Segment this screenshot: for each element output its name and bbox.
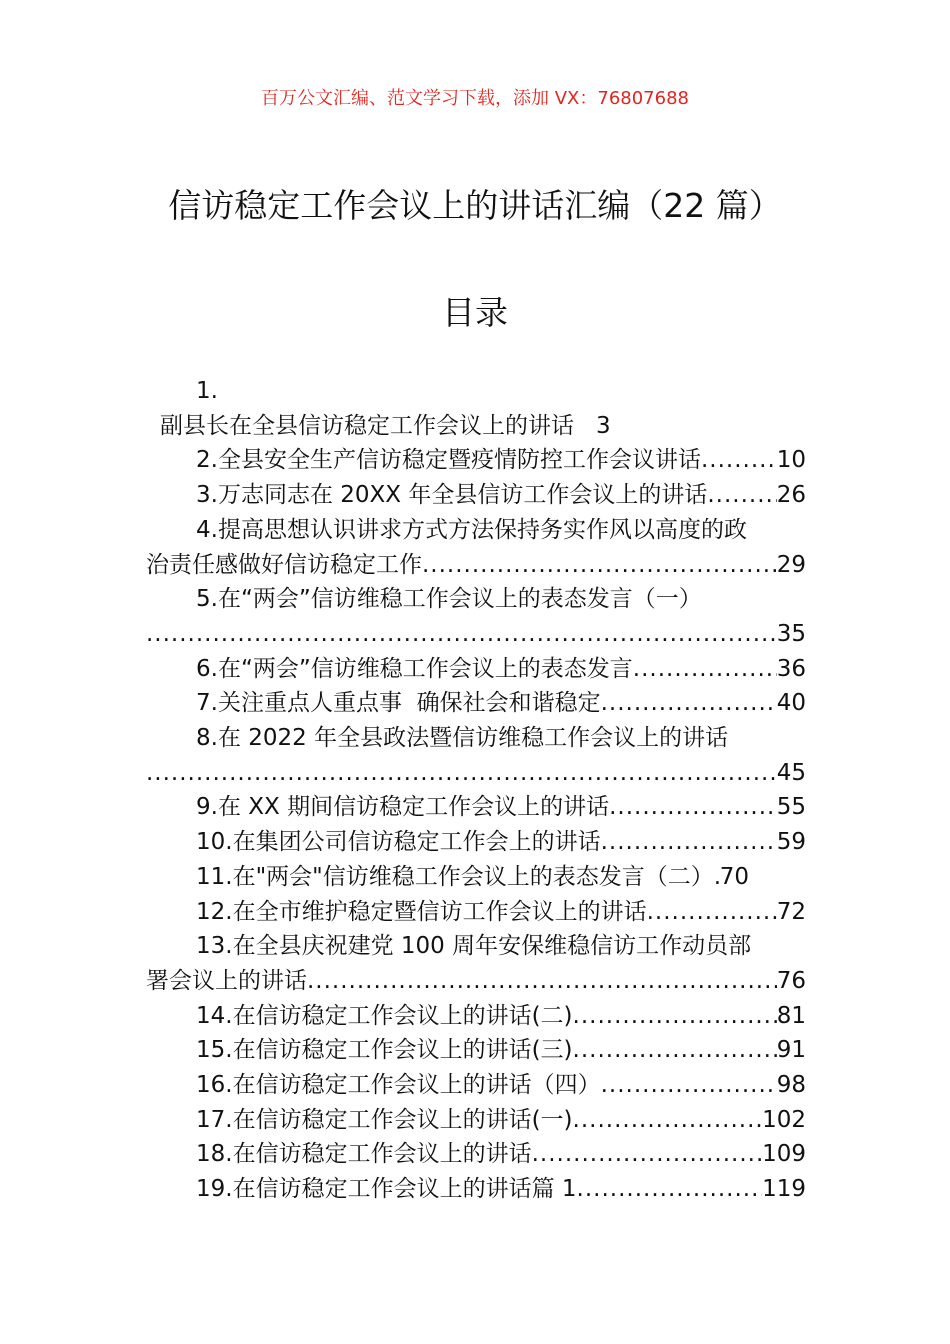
toc-entry-title: 16.在信访稳定工作会议上的讲话（四） (196, 1072, 601, 1099)
toc-entry-5[interactable] (146, 582, 806, 651)
toc-entry-8[interactable] (146, 721, 806, 790)
toc-entry-title: 8.在 2022 年全县政法暨信访维稳工作会议上的讲话 (196, 725, 729, 752)
toc-entry-title: 9.在 XX 期间信访稳定工作会议上的讲话 (196, 794, 610, 821)
toc-leader (601, 686, 777, 721)
toc-page-number: 98 (776, 1072, 806, 1099)
toc-entry-title: 6.在“两会”信访维稳工作会议上的表态发言 (196, 655, 633, 682)
toc-leader (601, 825, 777, 860)
toc-entry-title: 18.在信访稳定工作会议上的讲话 (196, 1141, 532, 1168)
toc-entry-17[interactable] (146, 1103, 806, 1138)
toc-page-number: 29 (776, 551, 806, 578)
toc-entry-9[interactable] (146, 790, 806, 825)
toc-entry-title: 14.在信访稳定工作会议上的讲话(二) (196, 1002, 573, 1029)
toc-leader (633, 652, 777, 687)
toc-page-number: 26 (776, 482, 806, 509)
toc-leader (647, 895, 777, 930)
toc-entry-title: 7.关注重点人重点事 确保社会和谐稳定 (196, 690, 601, 717)
toc-entry-4[interactable] (146, 513, 806, 582)
toc-page-number: 55 (776, 794, 806, 821)
toc-leader (707, 478, 776, 513)
toc-entry-title: 副县长在全县信访稳定工作会议上的讲话 (160, 412, 574, 439)
toc-entry-10[interactable] (146, 825, 806, 860)
toc-leader (573, 999, 777, 1034)
toc-page-number: 72 (776, 898, 806, 925)
toc-entry-15[interactable] (146, 1033, 806, 1068)
toc-entry-title: 10.在集团公司信访稳定工作会上的讲话 (196, 829, 601, 856)
toc-page-number: 109 (762, 1141, 806, 1168)
toc-leader (422, 548, 777, 583)
toc-entry-19[interactable] (146, 1172, 806, 1207)
toc-leader (701, 443, 777, 478)
toc-entry-7[interactable] (146, 686, 806, 721)
toc-entry-2[interactable] (146, 443, 806, 478)
toc-entry-6[interactable] (146, 652, 806, 687)
document-title: 信访稳定工作会议上的讲话汇编（22 篇） (168, 186, 782, 225)
toc-entry-title: 15.在信访稳定工作会议上的讲话(三) (196, 1037, 573, 1064)
toc-entry-title: 5.在“两会”信访维稳工作会议上的表态发言（一） (196, 586, 702, 613)
toc-leader (532, 1137, 763, 1172)
toc-page-number: 76 (776, 967, 806, 994)
toc-page-number: 59 (776, 829, 806, 856)
toc-entry-3[interactable] (146, 478, 806, 513)
toc-page-number: 70 (719, 863, 750, 890)
toc-entry-title: 12.在全市维护稳定暨信访工作会议上的讲话 (196, 898, 647, 925)
toc-leader (609, 790, 777, 825)
toc-entry-11[interactable] (146, 860, 806, 895)
toc-entry-13[interactable] (146, 929, 806, 998)
toc-leader (601, 1068, 777, 1103)
toc-leader (146, 617, 777, 652)
toc-leader (146, 756, 777, 791)
toc-entry-14[interactable] (146, 999, 806, 1034)
toc-entry-title-cont: 治责任感做好信访稳定工作 (146, 551, 422, 578)
toc-page-number: 40 (776, 690, 806, 717)
toc-leader (577, 1172, 763, 1207)
toc-page-number: 91 (776, 1037, 806, 1064)
toc-entry-title-cont: 署会议上的讲话 (146, 967, 307, 994)
toc-entry-18[interactable] (146, 1137, 806, 1172)
header-promo: 百万公文汇编、范文学习下载，添加 VX：76807688 (261, 88, 689, 109)
toc-page-number: 102 (762, 1106, 806, 1133)
toc-leader (573, 1033, 777, 1068)
toc-entry-title: 11.在"两会"信访维稳工作会议上的表态发言（二） (196, 863, 714, 890)
table-of-contents (146, 374, 806, 1207)
toc-page-number: 119 (762, 1176, 806, 1203)
toc-heading: 目录 (442, 293, 508, 332)
toc-entry-16[interactable] (146, 1068, 806, 1103)
toc-page-number: 10 (776, 447, 806, 474)
toc-entry-12[interactable] (146, 895, 806, 930)
toc-page-number: 35 (776, 620, 806, 647)
toc-page-number: 36 (776, 655, 806, 682)
toc-entry-title: 13.在全县庆祝建党 100 周年安保维稳信访工作动员部 (196, 933, 752, 960)
toc-leader (573, 1103, 763, 1138)
toc-entry-number: 1. (196, 378, 218, 404)
toc-entry-1[interactable] (146, 374, 806, 443)
toc-entry-title: 2.全县安全生产信访稳定暨疫情防控工作会议讲话 (196, 447, 701, 474)
toc-entry-title: 19.在信访稳定工作会议上的讲话篇 1 (196, 1176, 577, 1203)
toc-entry-title: 4.提高思想认识讲求方式方法保持务实作风以高度的政 (196, 516, 747, 543)
toc-page-number: 81 (776, 1002, 806, 1029)
toc-entry-title: 3.万志同志在 20XX 年全县信访工作会议上的讲话 (196, 482, 708, 509)
toc-entry-title: 17.在信访稳定工作会议上的讲话(一) (196, 1106, 573, 1133)
toc-page-number: 3 (596, 412, 611, 439)
toc-leader (307, 964, 777, 999)
toc-page-number: 45 (776, 759, 806, 786)
